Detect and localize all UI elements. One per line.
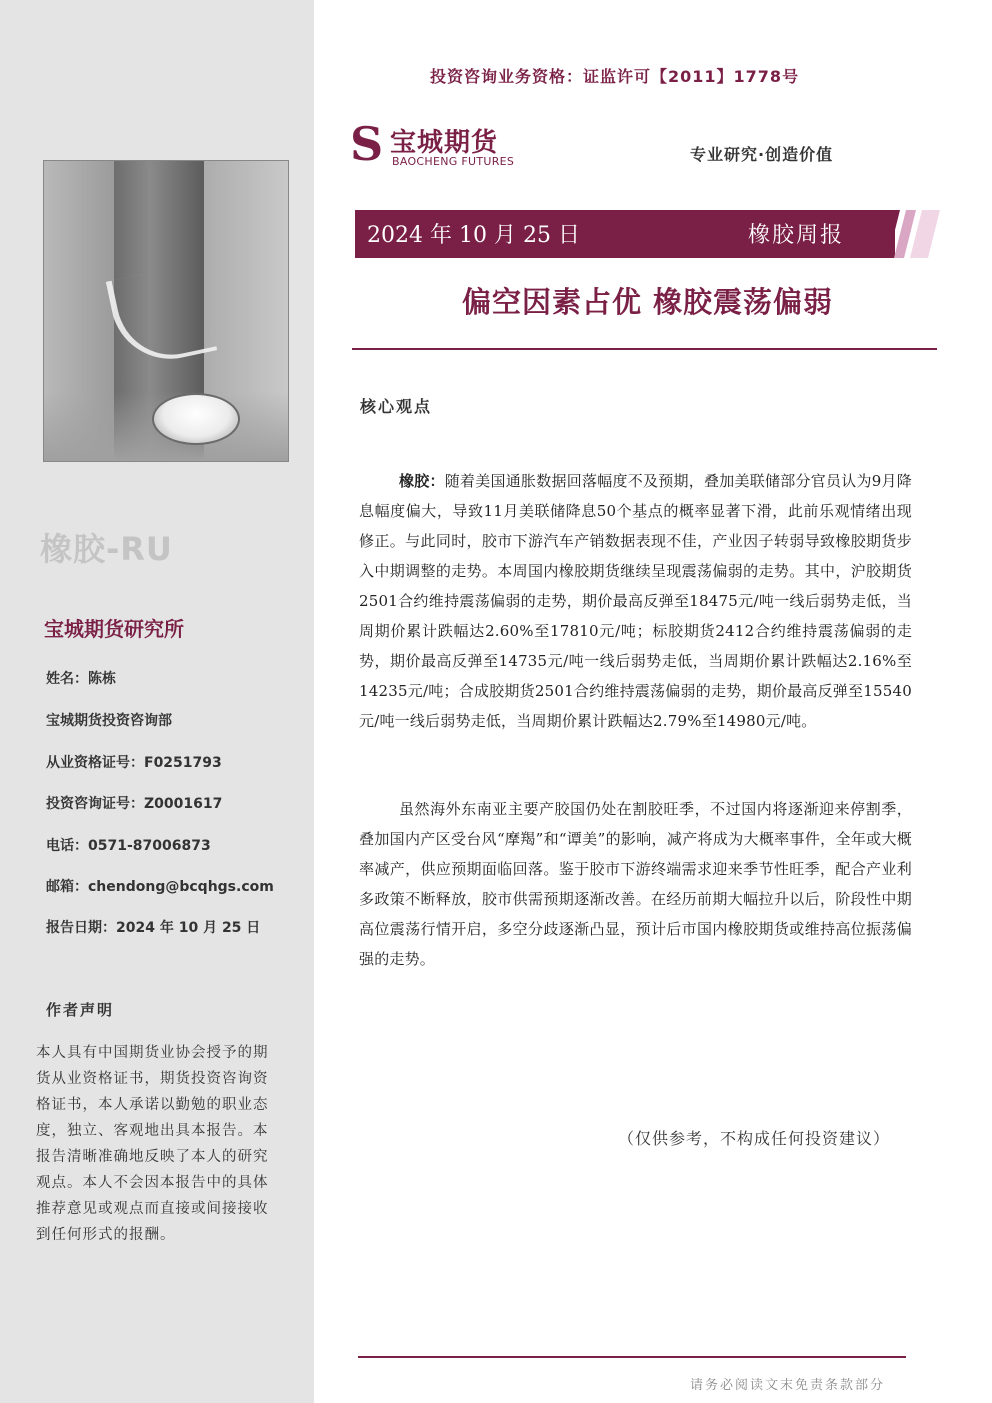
paragraph-outlook: 虽然海外东南亚主要产胶国仍处在割胶旺季，不过国内将逐渐迎来停割季，叠加国内产区受台风“摩羯”和“谭美”的影响，减产将成为大概率事件，全年或大概率减产，供应预期面临回落。鉴于胶市下游终端需求迎来季节性旺季，配合产业利多政策不断释放，胶市供需预期逐渐改善。在经历前期大幅拉升以后，阶段性中期高位震荡行情开启，多空分歧逐渐凸显，预计后市国内橡胶期货或维持高位振荡偏强的走势。 xyxy=(359,800,912,968)
banner-date: 2024 年 10 月 25 日 xyxy=(367,223,580,248)
license-info: 投资咨询业务资格：证监许可【2011】1778号 xyxy=(430,67,800,86)
footer-divider xyxy=(358,1356,906,1358)
paragraph-rubber xyxy=(359,466,912,736)
report-type: 橡胶周报 xyxy=(748,223,845,248)
paragraph-lead: 橡胶： xyxy=(399,472,445,490)
sidebar xyxy=(0,0,314,1403)
declaration-text: 本人具有中国期货业协会授予的期货从业资格证书，期货投资咨询资格证书，本人承诺以勤勉的职业态度，独立、客观地出具本报告。本报告清晰准确地反映了本人的研究观点。本人不会因本报告中的具体推荐意见或观点而直接或间接接收到任何形式的报酬。 xyxy=(36,1045,269,1243)
product-name: 橡胶-RU xyxy=(40,530,173,568)
logo-mark: S xyxy=(350,117,384,171)
title-divider xyxy=(352,348,937,350)
institute-name: 宝城期货研究所 xyxy=(44,617,184,641)
author-name: 姓名：陈栋 xyxy=(46,671,116,687)
company-logo xyxy=(350,117,520,172)
slogan: 专业研究·创造价值 xyxy=(690,145,834,164)
declaration-title: 作者声明 xyxy=(46,1001,115,1019)
rubber-tree-photo xyxy=(43,160,289,462)
footer-note: 请务必阅读文末免责条款部分 xyxy=(690,1378,886,1393)
core-heading: 核心观点 xyxy=(360,397,433,416)
latex-cup xyxy=(152,393,240,445)
qualification-number: 从业资格证号：F0251793 xyxy=(46,755,222,771)
logo-cn: 宝城期货 xyxy=(390,128,499,158)
report-title: 偏空因素占优 橡胶震荡偏弱 xyxy=(461,285,834,319)
department: 宝城期货投资咨询部 xyxy=(46,713,172,729)
consult-cert-number: 投资咨询证号：Z0001617 xyxy=(46,796,223,812)
banner-stripes xyxy=(860,210,940,258)
report-date: 报告日期：2024 年 10 月 25 日 xyxy=(46,920,261,936)
disclaimer: （仅供参考，不构成任何投资建议） xyxy=(618,1129,891,1148)
phone: 电话：0571-87006873 xyxy=(46,838,211,854)
email: 邮箱：chendong@bcqhgs.com xyxy=(46,879,274,895)
logo-en: BAOCHENG FUTURES xyxy=(392,155,515,168)
paragraph-body: 随着美国通胀数据回落幅度不及预期，叠加美联储部分官员认为9月降息幅度偏大，导致11月美联储降息50个基点的概率显著下滑，此前乐观情绪出现修正。与此同时，胶市下游汽车产销数据表现不佳，产业因子转弱导致橡胶期货步入中期调整的走势。本周国内橡胶期货继续呈现震荡偏弱的走势。其中，沪胶期货2501合约维持震荡偏弱的走势，期价最高反弹至18475元/吨一线后弱势走低，当周期价累计跌幅达2.60%至17810元/吨；标胶期货2412合约维持震荡偏弱的走势，期价最高反弹至14735元/吨一线后弱势走低，当周期价累计跌幅达2.16%至14235元/吨；合成胶期货2501合约维持震荡偏弱的走势，期价最高反弹至15540元/吨一线后弱势走低，当周期价累计跌幅达2.79%至14980元/吨。 xyxy=(359,472,912,730)
